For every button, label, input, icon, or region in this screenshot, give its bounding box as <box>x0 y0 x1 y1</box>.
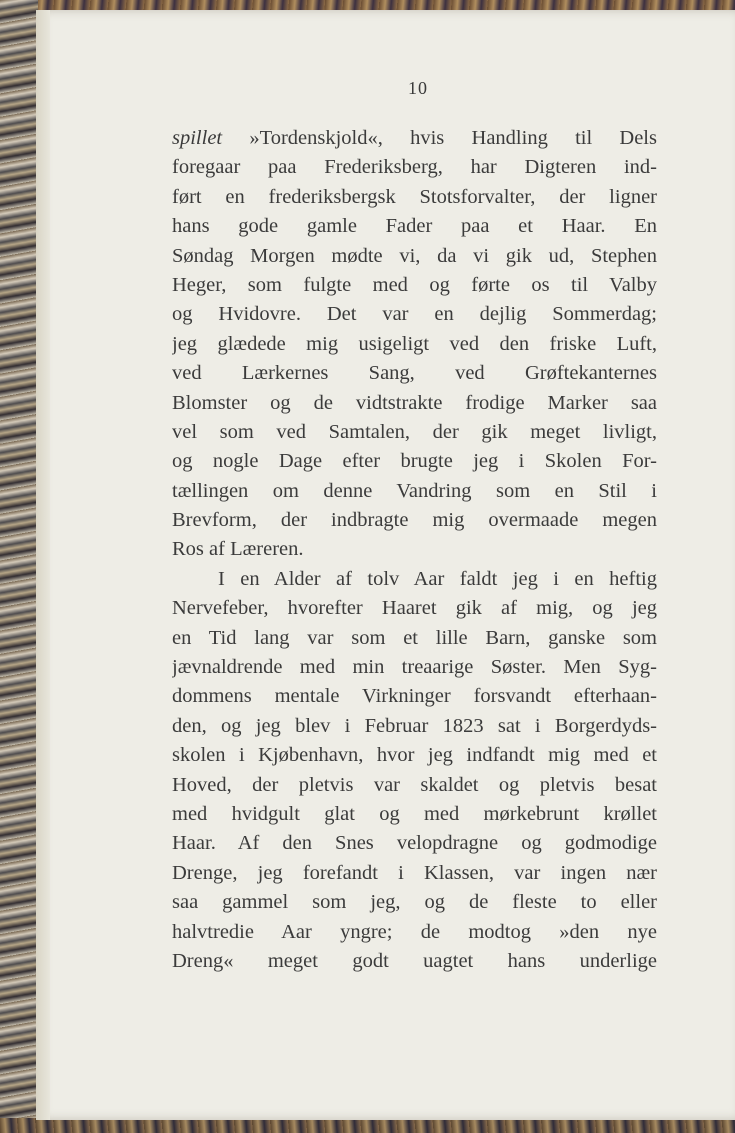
text-line: I en Alder af tolv Aar faldt jeg i en heftig <box>218 567 657 590</box>
binding-bottom-edge <box>0 1118 735 1133</box>
text-line: og Hvidovre. Det var en dejlig Sommerdag; <box>172 303 657 326</box>
page-number: 10 <box>408 78 428 98</box>
text-line: Drenge, jeg forefandt i Klassen, var ingen nær <box>172 861 657 884</box>
text-line: Søndag Morgen mødte vi, da vi gik ud, Stephen <box>172 244 657 267</box>
text-line: dommens mentale Virkninger forsvandt efterhaan- <box>172 685 657 708</box>
text-line: og nogle Dage efter brugte jeg i Skolen For- <box>172 450 657 473</box>
text-line: vel som ved Samtalen, der gik meget livligt, <box>172 420 657 443</box>
text-line: tællingen om denne Vandring som en Stil i <box>172 479 657 502</box>
text-line: Blomster og de vidtstrakte frodige Marker saa <box>172 391 657 414</box>
text-line: Heger, som fulgte med og førte os til Valby <box>172 273 657 296</box>
text-line: Haar. Af den Snes velopdragne og godmodige <box>172 832 657 855</box>
text-line: Nervefeber, hvorefter Haaret gik af mig, og jeg <box>172 597 657 620</box>
text-line: med hvidgult glat og med mørkebrunt krøllet <box>172 802 657 825</box>
page-body-text <box>172 124 657 976</box>
text-line: jævnaldrende med min treaarige Søster. Men Syg- <box>172 656 657 679</box>
text-line: en Tid lang var som et lille Barn, ganske som <box>172 626 657 649</box>
text-line: hans gode gamle Fader paa et Haar. En <box>172 215 657 238</box>
text-line: halvtredie Aar yngre; de modtog »den nye <box>172 920 657 943</box>
text-line: Dreng« meget godt uagtet hans underlige <box>172 949 657 972</box>
text-line: saa gammel som jeg, og de fleste to eller <box>172 891 657 914</box>
page-gutter <box>36 10 50 1120</box>
text-line: foregaar paa Frederiksberg, har Digteren ind- <box>172 156 657 179</box>
line-text: »Tordenskjold«, hvis Handling til Dels <box>222 127 657 149</box>
text-line <box>172 124 657 153</box>
text-line: jeg glædede mig usigeligt ved den friske Luft, <box>172 332 657 355</box>
text-line: ført en frederiksbergsk Stotsforvalter, der ligner <box>172 185 657 208</box>
text-line: Brevform, der indbragte mig overmaade megen <box>172 509 657 532</box>
text-line: den, og jeg blev i Februar 1823 sat i Borgerdyds- <box>172 714 657 737</box>
text-line: Ros af Læreren. <box>172 538 304 561</box>
text-line: skolen i Kjøbenhavn, hvor jeg indfandt mig med et <box>172 744 657 767</box>
italic-word: spillet <box>172 127 223 149</box>
text-line: Hoved, der pletvis var skaldet og pletvis besat <box>172 773 657 796</box>
binding-left-edge <box>0 0 38 1133</box>
text-line: ved Lærkernes Sang, ved Grøftekanternes <box>172 362 657 385</box>
